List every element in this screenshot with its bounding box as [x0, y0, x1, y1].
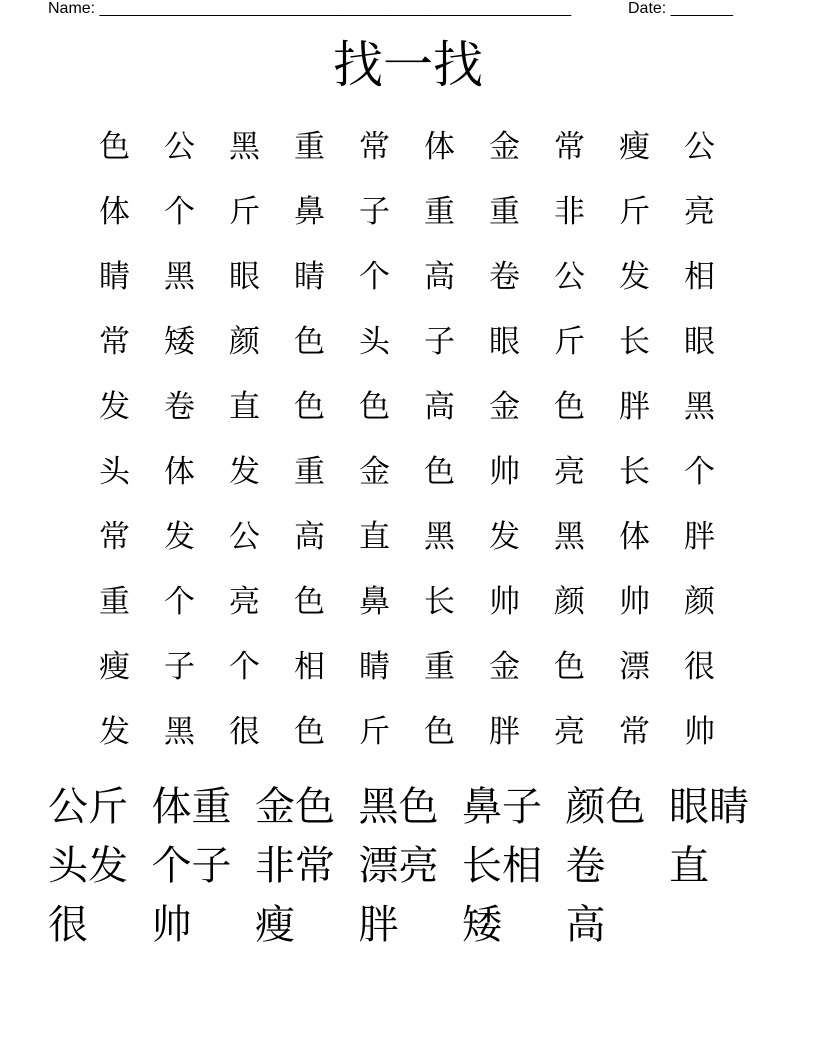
grid-cell[interactable]: 色: [99, 129, 130, 165]
word-list-item: 高: [565, 902, 606, 948]
grid-cell[interactable]: 斤: [229, 194, 260, 230]
grid-cell[interactable]: 很: [229, 714, 260, 750]
grid-cell[interactable]: 高: [294, 519, 325, 555]
grid-cell[interactable]: 公: [684, 129, 715, 165]
grid-cell[interactable]: 黑: [164, 714, 195, 750]
word-list-item: 胖: [358, 902, 399, 948]
word-list-item: 矮: [462, 902, 502, 948]
grid-cell[interactable]: 相: [294, 649, 325, 685]
grid-cell[interactable]: 常: [619, 714, 650, 750]
grid-cell[interactable]: 非: [554, 194, 585, 230]
grid-cell[interactable]: 常: [359, 129, 390, 165]
grid-cell[interactable]: 常: [99, 324, 130, 360]
grid-cell[interactable]: 帅: [489, 454, 520, 490]
grid-cell[interactable]: 相: [684, 259, 715, 295]
grid-cell[interactable]: 个: [229, 649, 260, 685]
grid-cell[interactable]: 重: [294, 129, 325, 165]
grid-cell[interactable]: 头: [359, 324, 390, 360]
grid-cell[interactable]: 发: [489, 519, 520, 555]
grid-cell[interactable]: 体: [424, 129, 455, 165]
grid-cell[interactable]: 很: [684, 649, 715, 685]
word-list-item: 瘦: [255, 902, 295, 948]
grid-cell[interactable]: 公: [164, 129, 195, 165]
grid-cell[interactable]: 斤: [619, 194, 650, 230]
grid-cell[interactable]: 胖: [489, 714, 520, 750]
grid-cell[interactable]: 色: [424, 714, 455, 750]
page-title: 找一找: [333, 36, 483, 94]
grid-cell[interactable]: 眼: [489, 324, 520, 360]
grid-cell[interactable]: 色: [554, 389, 585, 425]
word-list-item: 黑色: [358, 784, 439, 830]
word-list-item: 头发: [48, 843, 128, 889]
grid-cell[interactable]: 色: [554, 649, 585, 685]
grid-cell[interactable]: 亮: [554, 714, 585, 750]
word-list-item: 卷: [565, 843, 606, 889]
grid-cell[interactable]: 眼: [229, 259, 260, 295]
word-list-item: 帅: [151, 902, 192, 948]
word-list-item: 颜色: [565, 784, 646, 830]
grid-cell[interactable]: 体: [164, 454, 195, 490]
grid-cell[interactable]: 斤: [359, 714, 390, 750]
grid-cell[interactable]: 瘦: [619, 129, 650, 165]
grid-cell[interactable]: 发: [619, 259, 650, 295]
grid-cell[interactable]: 长: [619, 324, 650, 360]
grid-cell[interactable]: 睛: [99, 259, 130, 295]
grid-cell[interactable]: 鼻: [359, 584, 390, 620]
grid-cell[interactable]: 卷: [489, 259, 520, 295]
word-list-item: 直: [669, 843, 709, 889]
grid-cell[interactable]: 个: [684, 454, 715, 490]
grid-cell[interactable]: 睛: [359, 649, 390, 685]
grid-cell[interactable]: 常: [554, 129, 585, 165]
grid-cell[interactable]: 帅: [619, 584, 650, 620]
grid-cell[interactable]: 色: [359, 389, 390, 425]
grid-cell[interactable]: 黑: [229, 129, 260, 165]
grid-cell[interactable]: 长: [424, 584, 455, 620]
grid-cell[interactable]: 子: [359, 194, 390, 230]
grid-cell[interactable]: 体: [619, 519, 650, 555]
grid-cell[interactable]: 个: [164, 584, 195, 620]
grid-cell[interactable]: 发: [164, 519, 195, 555]
grid-cell[interactable]: 胖: [619, 389, 650, 425]
grid-cell[interactable]: 帅: [684, 714, 715, 750]
grid-cell[interactable]: 色: [294, 389, 325, 425]
grid-cell[interactable]: 金: [489, 129, 520, 165]
grid-cell[interactable]: 鼻: [294, 194, 325, 230]
grid-cell[interactable]: 长: [619, 454, 650, 490]
grid-cell[interactable]: 公: [554, 259, 585, 295]
word-list-item: 漂亮: [358, 843, 439, 889]
grid-cell[interactable]: 色: [294, 584, 325, 620]
grid-cell[interactable]: 头: [99, 454, 130, 490]
grid-cell[interactable]: 帅: [489, 584, 520, 620]
grid-cell[interactable]: 公: [229, 519, 260, 555]
grid-cell[interactable]: 色: [294, 324, 325, 360]
grid-cell[interactable]: 直: [359, 519, 390, 555]
grid-cell[interactable]: 黑: [164, 259, 195, 295]
grid-cell[interactable]: 亮: [684, 194, 715, 230]
word-list-item: 非常: [255, 843, 335, 889]
date-field-label: Date: _______: [628, 0, 733, 17]
word-list-item: 长相: [462, 843, 542, 889]
grid-cell[interactable]: 个: [359, 259, 390, 295]
grid-cell[interactable]: 金: [489, 389, 520, 425]
word-list-item: 很: [48, 902, 88, 948]
grid-cell[interactable]: 漂: [619, 649, 650, 685]
grid-cell[interactable]: 瘦: [99, 649, 130, 685]
grid-cell[interactable]: 黑: [684, 389, 715, 425]
grid-cell[interactable]: 体: [99, 194, 130, 230]
grid-cell[interactable]: 重: [489, 194, 520, 230]
grid-cell[interactable]: 黑: [424, 519, 455, 555]
grid-cell[interactable]: 金: [489, 649, 520, 685]
word-list-item: 公斤: [48, 784, 128, 830]
word-list-item: 体重: [151, 784, 232, 830]
grid-cell[interactable]: 眼: [684, 324, 715, 360]
grid-cell[interactable]: 发: [229, 454, 260, 490]
word-list-item: 个子: [151, 843, 232, 889]
grid-cell[interactable]: 卷: [164, 389, 195, 425]
word-search-grid: [82, 111, 732, 761]
word-list-item: 眼睛: [669, 784, 749, 830]
grid-cell[interactable]: 子: [164, 649, 195, 685]
worksheet-header: [48, 0, 733, 18]
grid-cell[interactable]: 重: [294, 454, 325, 490]
grid-cell[interactable]: 常: [99, 519, 130, 555]
grid-cell[interactable]: 发: [99, 714, 130, 750]
grid-cell[interactable]: 亮: [229, 584, 260, 620]
grid-cell[interactable]: 个: [164, 194, 195, 230]
grid-cell[interactable]: 色: [294, 714, 325, 750]
grid-cell[interactable]: 金: [359, 454, 390, 490]
grid-cell[interactable]: 直: [229, 389, 260, 425]
grid-cell[interactable]: 亮: [554, 454, 585, 490]
grid-cell[interactable]: 重: [99, 584, 130, 620]
grid-cell[interactable]: 重: [424, 194, 455, 230]
word-list-item: 鼻子: [462, 784, 542, 830]
grid-cell[interactable]: 子: [424, 324, 455, 360]
grid-cell[interactable]: 高: [424, 259, 455, 295]
grid-cell[interactable]: 胖: [684, 519, 715, 555]
grid-cell[interactable]: 矮: [164, 324, 195, 360]
word-list-item: 金色: [255, 784, 335, 830]
name-field-label: Name: _____________________________________________________: [48, 0, 572, 17]
grid-cell[interactable]: 颜: [229, 324, 260, 360]
grid-cell[interactable]: 睛: [294, 259, 325, 295]
grid-cell[interactable]: 黑: [554, 519, 585, 555]
grid-cell[interactable]: 重: [424, 649, 455, 685]
grid-cell[interactable]: 发: [99, 389, 130, 425]
grid-cell[interactable]: 颜: [554, 584, 585, 620]
grid-cell[interactable]: 色: [424, 454, 455, 490]
word-list: [48, 778, 773, 955]
grid-cell[interactable]: 斤: [554, 324, 585, 360]
grid-cell[interactable]: 高: [424, 389, 455, 425]
grid-cell[interactable]: 颜: [684, 584, 715, 620]
